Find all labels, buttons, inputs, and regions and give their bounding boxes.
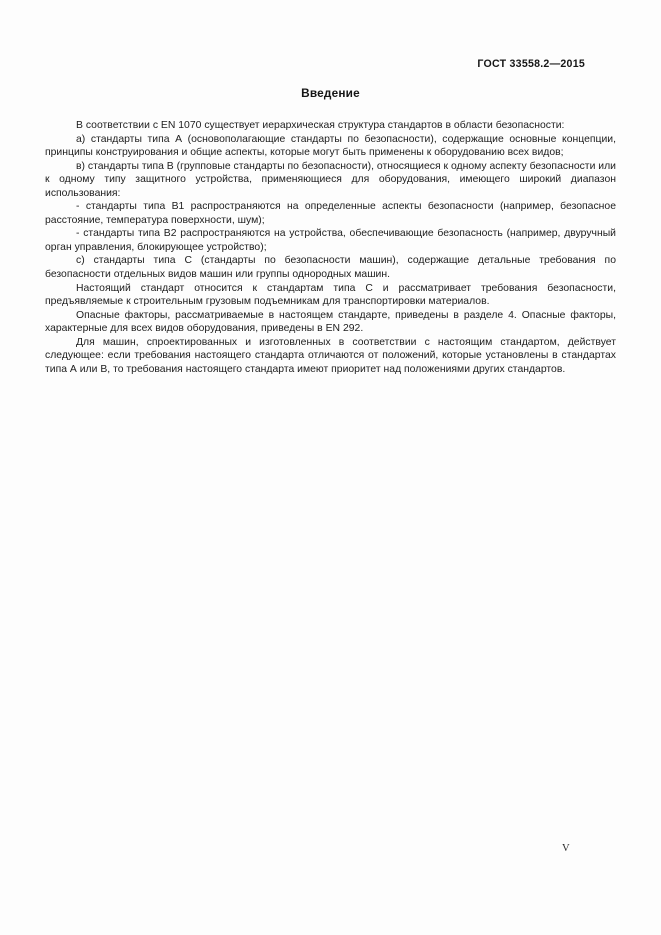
paragraph-item-b1: - стандарты типа В1 распространяются на определенные аспекты безопасности (например, безопасное расстояние, температура поверхности, шум);	[45, 201, 616, 226]
paragraph-intro-lead: В соответствии с EN 1070 существует иерархическая структура стандартов в области безопасности:	[76, 120, 565, 131]
paragraph-item-b: в) стандарты типа В (групповые стандарты по безопасности), относящиеся к одному аспекту безопасности или к одному типу защитного устройства, применяющиеся для оборудования, имеющего широкий диапазон использования:	[45, 160, 616, 199]
paragraph-item-c: с) стандарты типа С (стандарты по безопасности машин), содержащие детальные требования по безопасности отдельных видов машин или группы однородных машин.	[45, 255, 616, 281]
page-number: V	[562, 843, 570, 854]
introduction-body	[45, 119, 616, 376]
paragraph-scope-note: Настоящий стандарт относится к стандартам типа С и рассматривает требования безопасности, предъявляемые к строительным грузовым подъемникам для транспортировки материалов.	[45, 282, 616, 308]
running-head-standard-number: ГОСТ 33558.2—2015	[477, 58, 585, 70]
page-title: Введение	[301, 86, 360, 100]
paragraph-hazards-note: Опасные факторы, рассматриваемые в настоящем стандарте, приведены в разделе 4. Опасные факторы, характерные для всех видов оборудования, приведены в EN 292.	[45, 309, 616, 335]
paragraph-priority-note: Для машин, спроектированных и изготовленных в соответствии с настоящим стандартом, действует следующее: если требования настоящего стандарта отличаются от положений, которые установлены в стандартах типа А или В, то требования настоящего стандарта имеют приоритет над положениями других стандартов.	[45, 336, 616, 375]
paragraph-item-b2: - стандарты типа В2 распространяются на устройства, обеспечивающие безопасность (например, двуручный орган управления, блокирующее устройство);	[45, 228, 616, 253]
paragraph-item-a: а) стандарты типа А (основополагающие стандарты по безопасности), содержащие основные концепции, принципы конструирования и общие аспекты, которые могут быть применены к оборудованию всех видов;	[45, 133, 616, 159]
